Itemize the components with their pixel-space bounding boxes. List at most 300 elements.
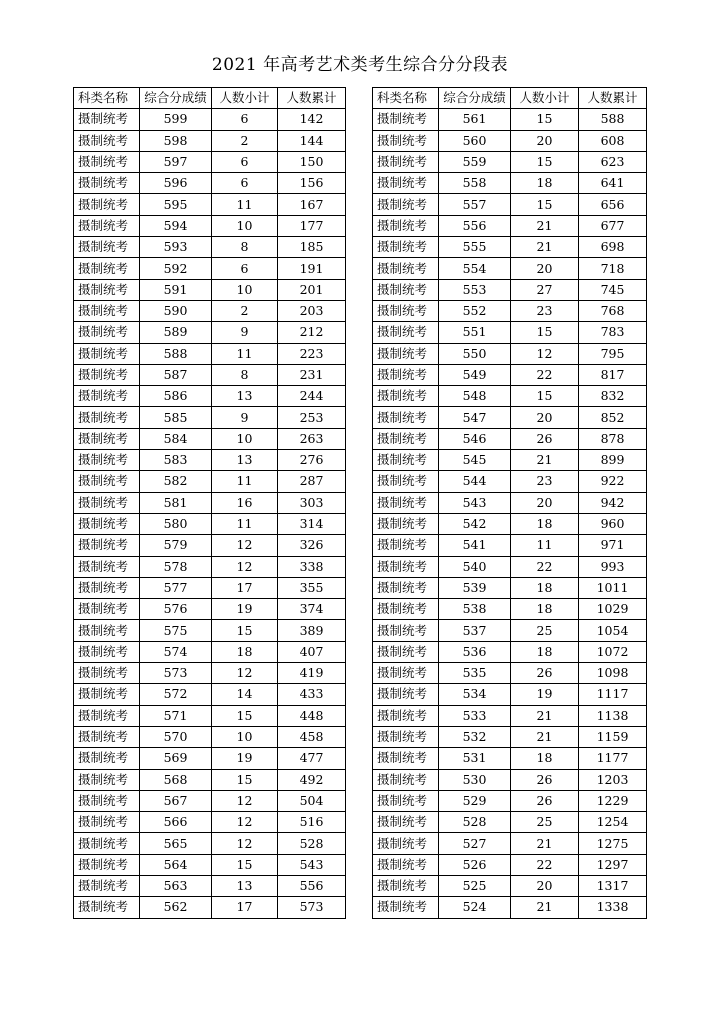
- cell-score: 598: [140, 130, 212, 151]
- cell-cumulative: 698: [579, 237, 647, 258]
- table-row: [373, 897, 647, 918]
- cell-count: 12: [212, 663, 278, 684]
- cell-category: 摄制统考: [74, 513, 140, 534]
- cell-category: 摄制统考: [74, 854, 140, 875]
- cell-score: 597: [140, 151, 212, 172]
- cell-score: 566: [140, 812, 212, 833]
- cell-count: 8: [212, 364, 278, 385]
- cell-category: 摄制统考: [74, 471, 140, 492]
- table-row: [74, 322, 346, 343]
- table-row: [74, 215, 346, 236]
- table-row: [74, 513, 346, 534]
- table-row: [373, 428, 647, 449]
- cell-category: 摄制统考: [74, 450, 140, 471]
- cell-count: 18: [511, 513, 579, 534]
- cell-score: 562: [140, 897, 212, 918]
- table-row: [74, 663, 346, 684]
- cell-cumulative: 338: [278, 556, 346, 577]
- cell-score: 538: [439, 599, 511, 620]
- cell-score: 576: [140, 599, 212, 620]
- table-row: [373, 854, 647, 875]
- cell-score: 585: [140, 407, 212, 428]
- cell-count: 11: [511, 535, 579, 556]
- cell-count: 13: [212, 450, 278, 471]
- cell-cumulative: 768: [579, 300, 647, 321]
- cell-category: 摄制统考: [74, 407, 140, 428]
- table-row: [74, 151, 346, 172]
- cell-category: 摄制统考: [373, 833, 439, 854]
- cell-cumulative: 1011: [579, 577, 647, 598]
- table-row: [74, 535, 346, 556]
- cell-score: 528: [439, 812, 511, 833]
- cell-score: 530: [439, 769, 511, 790]
- cell-score: 575: [140, 620, 212, 641]
- cell-score: 570: [140, 726, 212, 747]
- cell-cumulative: 1254: [579, 812, 647, 833]
- cell-category: 摄制统考: [74, 875, 140, 896]
- cell-score: 592: [140, 258, 212, 279]
- cell-cumulative: 185: [278, 237, 346, 258]
- cell-count: 6: [212, 258, 278, 279]
- cell-cumulative: 718: [579, 258, 647, 279]
- header-cumulative: 人数累计: [278, 88, 346, 109]
- cell-cumulative: 150: [278, 151, 346, 172]
- cell-cumulative: 223: [278, 343, 346, 364]
- cell-category: 摄制统考: [74, 279, 140, 300]
- cell-score: 555: [439, 237, 511, 258]
- cell-cumulative: 1054: [579, 620, 647, 641]
- cell-cumulative: 543: [278, 854, 346, 875]
- cell-category: 摄制统考: [74, 130, 140, 151]
- cell-score: 554: [439, 258, 511, 279]
- table-row: [74, 194, 346, 215]
- cell-category: 摄制统考: [373, 258, 439, 279]
- cell-cumulative: 528: [278, 833, 346, 854]
- cell-score: 534: [439, 684, 511, 705]
- cell-category: 摄制统考: [373, 151, 439, 172]
- cell-cumulative: 419: [278, 663, 346, 684]
- cell-count: 10: [212, 215, 278, 236]
- cell-count: 22: [511, 556, 579, 577]
- cell-score: 586: [140, 386, 212, 407]
- table-row: [74, 854, 346, 875]
- cell-count: 18: [511, 173, 579, 194]
- cell-cumulative: 355: [278, 577, 346, 598]
- cell-category: 摄制统考: [373, 556, 439, 577]
- cell-cumulative: 407: [278, 641, 346, 662]
- cell-cumulative: 677: [579, 215, 647, 236]
- table-row: [373, 812, 647, 833]
- cell-cumulative: 783: [579, 322, 647, 343]
- table-row: [74, 237, 346, 258]
- cell-cumulative: 167: [278, 194, 346, 215]
- cell-category: 摄制统考: [74, 663, 140, 684]
- cell-score: 587: [140, 364, 212, 385]
- table-row: [373, 343, 647, 364]
- cell-score: 552: [439, 300, 511, 321]
- cell-count: 11: [212, 513, 278, 534]
- cell-category: 摄制统考: [373, 897, 439, 918]
- cell-count: 22: [511, 854, 579, 875]
- cell-score: 568: [140, 769, 212, 790]
- cell-count: 12: [212, 812, 278, 833]
- table-row: [373, 300, 647, 321]
- cell-score: 557: [439, 194, 511, 215]
- cell-cumulative: 156: [278, 173, 346, 194]
- table-row: [74, 769, 346, 790]
- cell-cumulative: 142: [278, 109, 346, 130]
- table-row: [74, 620, 346, 641]
- cell-count: 15: [212, 620, 278, 641]
- table-row: [373, 577, 647, 598]
- cell-category: 摄制统考: [74, 215, 140, 236]
- cell-cumulative: 795: [579, 343, 647, 364]
- cell-cumulative: 231: [278, 364, 346, 385]
- cell-cumulative: 641: [579, 173, 647, 194]
- cell-score: 569: [140, 748, 212, 769]
- table-row: [373, 684, 647, 705]
- cell-category: 摄制统考: [74, 364, 140, 385]
- table-row: [74, 748, 346, 769]
- cell-score: 545: [439, 450, 511, 471]
- cell-count: 15: [511, 322, 579, 343]
- cell-score: 589: [140, 322, 212, 343]
- cell-category: 摄制统考: [74, 386, 140, 407]
- cell-score: 573: [140, 663, 212, 684]
- cell-category: 摄制统考: [74, 556, 140, 577]
- cell-score: 556: [439, 215, 511, 236]
- cell-count: 18: [511, 748, 579, 769]
- cell-count: 10: [212, 726, 278, 747]
- table-row: [373, 705, 647, 726]
- cell-count: 21: [511, 450, 579, 471]
- cell-count: 20: [511, 492, 579, 513]
- table-row: [373, 450, 647, 471]
- table-row: [74, 471, 346, 492]
- cell-score: 582: [140, 471, 212, 492]
- cell-category: 摄制统考: [373, 279, 439, 300]
- cell-count: 15: [212, 769, 278, 790]
- cell-count: 18: [212, 641, 278, 662]
- cell-cumulative: 144: [278, 130, 346, 151]
- cell-category: 摄制统考: [373, 535, 439, 556]
- cell-count: 12: [212, 535, 278, 556]
- cell-score: 572: [140, 684, 212, 705]
- cell-cumulative: 504: [278, 790, 346, 811]
- cell-category: 摄制统考: [373, 343, 439, 364]
- cell-cumulative: 1029: [579, 599, 647, 620]
- cell-cumulative: 1203: [579, 769, 647, 790]
- cell-count: 15: [212, 854, 278, 875]
- table-header-row: [74, 88, 346, 109]
- header-category: 科类名称: [74, 88, 140, 109]
- cell-cumulative: 458: [278, 726, 346, 747]
- cell-score: 580: [140, 513, 212, 534]
- cell-cumulative: 303: [278, 492, 346, 513]
- cell-category: 摄制统考: [74, 300, 140, 321]
- cell-cumulative: 656: [579, 194, 647, 215]
- table-row: [74, 450, 346, 471]
- cell-count: 11: [212, 343, 278, 364]
- cell-cumulative: 1117: [579, 684, 647, 705]
- cell-count: 12: [212, 790, 278, 811]
- cell-score: 548: [439, 386, 511, 407]
- cell-count: 17: [212, 897, 278, 918]
- cell-category: 摄制统考: [373, 812, 439, 833]
- cell-cumulative: 1229: [579, 790, 647, 811]
- table-row: [373, 173, 647, 194]
- cell-cumulative: 942: [579, 492, 647, 513]
- cell-score: 571: [140, 705, 212, 726]
- cell-category: 摄制统考: [74, 599, 140, 620]
- score-table-right: [372, 87, 647, 919]
- cell-category: 摄制统考: [373, 130, 439, 151]
- cell-score: 536: [439, 641, 511, 662]
- table-row: [373, 663, 647, 684]
- cell-score: 558: [439, 173, 511, 194]
- table-row: [74, 812, 346, 833]
- table-row: [74, 109, 346, 130]
- table-row: [373, 109, 647, 130]
- cell-count: 18: [511, 641, 579, 662]
- cell-score: 553: [439, 279, 511, 300]
- cell-score: 581: [140, 492, 212, 513]
- table-row: [74, 897, 346, 918]
- cell-cumulative: 1072: [579, 641, 647, 662]
- cell-count: 6: [212, 151, 278, 172]
- cell-cumulative: 314: [278, 513, 346, 534]
- cell-category: 摄制统考: [373, 513, 439, 534]
- cell-score: 533: [439, 705, 511, 726]
- cell-cumulative: 1138: [579, 705, 647, 726]
- cell-cumulative: 374: [278, 599, 346, 620]
- cell-count: 20: [511, 407, 579, 428]
- cell-cumulative: 276: [278, 450, 346, 471]
- cell-category: 摄制统考: [373, 109, 439, 130]
- table-row: [373, 258, 647, 279]
- table-row: [74, 556, 346, 577]
- cell-cumulative: 971: [579, 535, 647, 556]
- cell-cumulative: 1098: [579, 663, 647, 684]
- cell-count: 11: [212, 194, 278, 215]
- cell-count: 15: [511, 151, 579, 172]
- cell-cumulative: 448: [278, 705, 346, 726]
- cell-count: 10: [212, 428, 278, 449]
- cell-cumulative: 1297: [579, 854, 647, 875]
- cell-score: 547: [439, 407, 511, 428]
- cell-category: 摄制统考: [373, 407, 439, 428]
- cell-count: 12: [511, 343, 579, 364]
- cell-category: 摄制统考: [373, 790, 439, 811]
- cell-count: 21: [511, 897, 579, 918]
- cell-count: 16: [212, 492, 278, 513]
- header-score: 综合分成绩: [140, 88, 212, 109]
- cell-count: 15: [511, 194, 579, 215]
- cell-score: 544: [439, 471, 511, 492]
- cell-score: 564: [140, 854, 212, 875]
- table-row: [74, 173, 346, 194]
- cell-category: 摄制统考: [74, 194, 140, 215]
- cell-category: 摄制统考: [373, 620, 439, 641]
- table-row: [373, 151, 647, 172]
- cell-cumulative: 993: [579, 556, 647, 577]
- table-row: [373, 194, 647, 215]
- cell-cumulative: 878: [579, 428, 647, 449]
- cell-score: 550: [439, 343, 511, 364]
- cell-score: 535: [439, 663, 511, 684]
- header-category: 科类名称: [373, 88, 439, 109]
- cell-category: 摄制统考: [373, 322, 439, 343]
- page-title: 2021 年高考艺术类考生综合分分段表: [211, 55, 509, 75]
- table-row: [74, 726, 346, 747]
- cell-count: 8: [212, 237, 278, 258]
- cell-cumulative: 287: [278, 471, 346, 492]
- table-row: [373, 556, 647, 577]
- table-row: [74, 364, 346, 385]
- table-row: [373, 492, 647, 513]
- table-row: [373, 748, 647, 769]
- cell-category: 摄制统考: [74, 492, 140, 513]
- cell-category: 摄制统考: [74, 790, 140, 811]
- table-row: [373, 279, 647, 300]
- cell-count: 23: [511, 471, 579, 492]
- cell-score: 567: [140, 790, 212, 811]
- cell-category: 摄制统考: [373, 705, 439, 726]
- cell-count: 17: [212, 577, 278, 598]
- cell-score: 525: [439, 875, 511, 896]
- cell-category: 摄制统考: [74, 109, 140, 130]
- cell-cumulative: 492: [278, 769, 346, 790]
- cell-score: 596: [140, 173, 212, 194]
- table-row: [74, 577, 346, 598]
- cell-count: 19: [511, 684, 579, 705]
- table-row: [373, 790, 647, 811]
- cell-category: 摄制统考: [74, 237, 140, 258]
- table-row: [373, 513, 647, 534]
- cell-category: 摄制统考: [74, 833, 140, 854]
- cell-count: 15: [511, 109, 579, 130]
- cell-count: 15: [511, 386, 579, 407]
- cell-cumulative: 817: [579, 364, 647, 385]
- cell-cumulative: 191: [278, 258, 346, 279]
- cell-category: 摄制统考: [74, 641, 140, 662]
- table-row: [373, 641, 647, 662]
- cell-score: 543: [439, 492, 511, 513]
- cell-cumulative: 477: [278, 748, 346, 769]
- cell-score: 583: [140, 450, 212, 471]
- score-table-left: [73, 87, 346, 919]
- cell-category: 摄制统考: [74, 705, 140, 726]
- cell-count: 26: [511, 663, 579, 684]
- table-row: [373, 215, 647, 236]
- cell-score: 579: [140, 535, 212, 556]
- cell-score: 559: [439, 151, 511, 172]
- cell-count: 27: [511, 279, 579, 300]
- table-row: [74, 130, 346, 151]
- cell-cumulative: 1275: [579, 833, 647, 854]
- cell-count: 20: [511, 130, 579, 151]
- cell-count: 21: [511, 705, 579, 726]
- cell-count: 14: [212, 684, 278, 705]
- table-row: [74, 386, 346, 407]
- cell-cumulative: 433: [278, 684, 346, 705]
- cell-count: 10: [212, 279, 278, 300]
- cell-score: 590: [140, 300, 212, 321]
- cell-score: 532: [439, 726, 511, 747]
- cell-score: 595: [140, 194, 212, 215]
- header-count: 人数小计: [511, 88, 579, 109]
- cell-score: 588: [140, 343, 212, 364]
- cell-cumulative: 1159: [579, 726, 647, 747]
- table-row: [373, 364, 647, 385]
- cell-score: 537: [439, 620, 511, 641]
- cell-category: 摄制统考: [74, 726, 140, 747]
- cell-category: 摄制统考: [74, 535, 140, 556]
- cell-count: 21: [511, 215, 579, 236]
- cell-score: 563: [140, 875, 212, 896]
- cell-category: 摄制统考: [74, 748, 140, 769]
- cell-score: 549: [439, 364, 511, 385]
- table-row: [373, 130, 647, 151]
- cell-count: 11: [212, 471, 278, 492]
- cell-score: 560: [439, 130, 511, 151]
- cell-score: 529: [439, 790, 511, 811]
- cell-category: 摄制统考: [373, 748, 439, 769]
- cell-count: 2: [212, 300, 278, 321]
- cell-count: 18: [511, 577, 579, 598]
- cell-count: 12: [212, 556, 278, 577]
- table-row: [373, 237, 647, 258]
- cell-cumulative: 608: [579, 130, 647, 151]
- cell-cumulative: 1338: [579, 897, 647, 918]
- header-count: 人数小计: [212, 88, 278, 109]
- table-row: [74, 407, 346, 428]
- cell-count: 26: [511, 428, 579, 449]
- cell-cumulative: 263: [278, 428, 346, 449]
- cell-cumulative: 745: [579, 279, 647, 300]
- table-row: [373, 875, 647, 896]
- table-row: [74, 833, 346, 854]
- cell-cumulative: 516: [278, 812, 346, 833]
- cell-cumulative: 201: [278, 279, 346, 300]
- cell-score: 539: [439, 577, 511, 598]
- table-row: [373, 599, 647, 620]
- cell-category: 摄制统考: [373, 492, 439, 513]
- table-row: [74, 705, 346, 726]
- cell-category: 摄制统考: [373, 684, 439, 705]
- cell-cumulative: 212: [278, 322, 346, 343]
- cell-cumulative: 623: [579, 151, 647, 172]
- cell-category: 摄制统考: [373, 300, 439, 321]
- cell-category: 摄制统考: [373, 215, 439, 236]
- cell-category: 摄制统考: [373, 450, 439, 471]
- cell-score: 531: [439, 748, 511, 769]
- cell-score: 577: [140, 577, 212, 598]
- cell-count: 6: [212, 173, 278, 194]
- table-row: [74, 428, 346, 449]
- cell-count: 20: [511, 875, 579, 896]
- cell-count: 9: [212, 407, 278, 428]
- cell-category: 摄制统考: [74, 812, 140, 833]
- table-row: [74, 599, 346, 620]
- cell-category: 摄制统考: [373, 854, 439, 875]
- cell-cumulative: 832: [579, 386, 647, 407]
- cell-cumulative: 389: [278, 620, 346, 641]
- cell-category: 摄制统考: [74, 322, 140, 343]
- cell-category: 摄制统考: [74, 343, 140, 364]
- cell-score: 541: [439, 535, 511, 556]
- cell-category: 摄制统考: [373, 663, 439, 684]
